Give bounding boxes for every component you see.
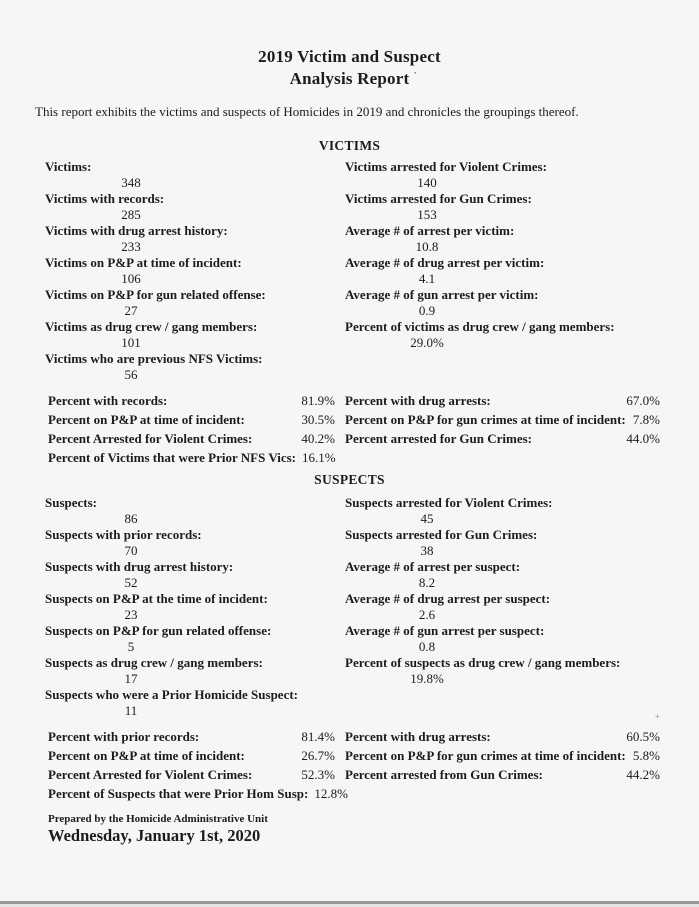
stat-label: Victims on P&P at time of incident: (45, 255, 242, 270)
stat-label: Average # of drug arrest per suspect: (345, 591, 551, 606)
stat-label: Victims with records: (45, 191, 165, 206)
stat-value: 86 (124, 511, 138, 526)
stat-label: Victims with drug arrest history: (45, 223, 228, 238)
stat-label: Average # of arrest per victim: (345, 223, 515, 238)
stat-label: Suspects with drug arrest history: (45, 559, 234, 574)
stat-label: Victims: (45, 159, 92, 174)
percent-value: 81.4% (301, 729, 335, 744)
percent-row (345, 410, 660, 429)
victims-percent-summary (0, 391, 699, 467)
stat-label: Percent of victims as drug crew / gang members: (345, 319, 615, 334)
stat-value: 11 (124, 703, 138, 718)
stat-value: 5 (127, 639, 135, 654)
stat-label: Victims who are previous NFS Victims: (45, 351, 263, 366)
stat-label: Victims arrested for Violent Crimes: (345, 159, 547, 174)
stat-item (345, 319, 695, 351)
stat-label: Average # of gun arrest per victim: (345, 287, 539, 302)
stat-item (345, 287, 695, 319)
stat-label: Suspects with prior records: (45, 527, 202, 542)
percent-value: 12.8% (314, 786, 348, 801)
stat-value: 0.9 (418, 303, 436, 318)
stat-item (45, 527, 337, 559)
stat-value: 4.1 (418, 271, 436, 286)
footer-prepared-by: Prepared by the Homicide Administrative Unit (48, 813, 268, 825)
percent-row (48, 765, 335, 784)
stat-value: 106 (121, 271, 141, 286)
stat-item (45, 191, 337, 223)
percent-value: 44.0% (626, 431, 660, 446)
percent-label: Percent with records: (48, 393, 168, 408)
percent-row (345, 765, 660, 784)
stat-label: Suspects: (45, 495, 98, 510)
stat-item (45, 319, 337, 351)
stat-label: Average # of drug arrest per victim: (345, 255, 545, 270)
stat-item (45, 287, 337, 319)
report-footer (48, 812, 699, 846)
percent-row (48, 410, 335, 429)
stat-label: Average # of gun arrest per suspect: (345, 623, 545, 638)
percent-value: 7.8% (632, 412, 660, 427)
page-title-line1: 2019 Victim and Suspect (258, 47, 441, 66)
section-heading-victims: VICTIMS (318, 138, 381, 153)
stat-value: 52 (124, 575, 138, 590)
percent-value: 81.9% (301, 393, 335, 408)
page-title-line2: Analysis Report (289, 69, 410, 88)
stat-value: 348 (121, 175, 141, 190)
stat-value: 70 (124, 543, 138, 558)
percent-row (48, 784, 348, 803)
percent-row (48, 727, 335, 746)
percent-value: 60.5% (626, 729, 660, 744)
percent-value: 5.8% (632, 748, 660, 763)
stat-item (45, 559, 337, 591)
percent-value: 52.3% (301, 767, 335, 782)
stat-value: 45 (420, 511, 434, 526)
percent-row (48, 448, 335, 467)
stat-value: 29.0% (410, 335, 444, 350)
victims-stats-left-column (45, 159, 337, 383)
scan-artifact-mark: + (655, 712, 660, 721)
victims-stats-right-column (345, 159, 695, 351)
stat-label: Suspects on P&P for gun related offense: (45, 623, 272, 638)
stat-item (345, 495, 695, 527)
stat-value: 140 (417, 175, 437, 190)
percent-label: Percent on P&P at time of incident: (48, 412, 245, 427)
stat-item (45, 223, 337, 255)
stat-label: Suspects arrested for Gun Crimes: (345, 527, 538, 542)
stat-item (345, 255, 695, 287)
victims-percents-left (48, 391, 335, 467)
stat-label: Victims as drug crew / gang members: (45, 319, 258, 334)
stat-item (345, 591, 695, 623)
percent-label: Percent on P&P for gun crimes at time of incident: (345, 412, 626, 427)
stat-value: 2.6 (418, 607, 436, 622)
percent-label: Percent on P&P at time of incident: (48, 748, 245, 763)
percent-value: 26.7% (301, 748, 335, 763)
stat-item (345, 223, 695, 255)
stat-item (345, 159, 695, 191)
stat-value: 17 (124, 671, 138, 686)
percent-label: Percent arrested from Gun Crimes: (345, 767, 543, 782)
suspects-percent-summary (0, 727, 699, 803)
stat-value: 8.2 (418, 575, 436, 590)
stat-item (345, 559, 695, 591)
percent-value: 44.2% (626, 767, 660, 782)
footer-date: Wednesday, January 1st, 2020 (48, 826, 261, 845)
stat-label: Suspects who were a Prior Homicide Suspect: (45, 687, 298, 702)
stat-item (345, 623, 695, 655)
suspects-stats-left-column (45, 495, 337, 719)
percent-row (345, 727, 660, 746)
stat-item (45, 591, 337, 623)
stat-label: Suspects as drug crew / gang members: (45, 655, 263, 670)
stat-label: Suspects on P&P at the time of incident: (45, 591, 268, 606)
page-title (0, 0, 699, 90)
percent-value: 30.5% (301, 412, 335, 427)
percent-row (48, 746, 335, 765)
stat-value: 27 (124, 303, 138, 318)
percent-label: Percent with prior records: (48, 729, 200, 744)
stat-value: 0.8 (418, 639, 436, 654)
scan-artifact-mark: ‵ (414, 71, 417, 83)
stat-item (45, 351, 337, 383)
percent-label: Percent arrested for Gun Crimes: (345, 431, 533, 446)
percent-row (345, 391, 660, 410)
stat-value: 285 (121, 207, 141, 222)
percent-value: 67.0% (626, 393, 660, 408)
percent-row (48, 429, 335, 448)
percent-value: 16.1% (302, 450, 336, 465)
stat-value: 153 (417, 207, 437, 222)
section-heading-suspects: SUSPECTS (314, 472, 385, 487)
stat-item (45, 255, 337, 287)
percent-row (48, 391, 335, 410)
percent-label: Percent Arrested for Violent Crimes: (48, 767, 253, 782)
suspects-percents-left (48, 727, 348, 803)
percent-label: Percent of Victims that were Prior NFS Vics: (48, 450, 297, 465)
percent-row (345, 429, 660, 448)
stat-label: Victims arrested for Gun Crimes: (345, 191, 532, 206)
suspects-stats-right-column (345, 495, 695, 687)
percent-label: Percent of Suspects that were Prior Hom Susp: (48, 786, 309, 801)
stat-item (45, 623, 337, 655)
suspects-stats (0, 495, 699, 719)
stat-value: 19.8% (410, 671, 444, 686)
stat-item (345, 527, 695, 559)
stat-label: Victims on P&P for gun related offense: (45, 287, 266, 302)
stat-item (45, 687, 337, 719)
stat-item (45, 495, 337, 527)
percent-label: Percent Arrested for Violent Crimes: (48, 431, 253, 446)
stat-value: 233 (121, 239, 141, 254)
stat-label: Suspects arrested for Violent Crimes: (345, 495, 553, 510)
stat-item (45, 655, 337, 687)
victims-percents-right (345, 391, 660, 448)
stat-value: 10.8 (415, 239, 439, 254)
stat-value: 56 (124, 367, 138, 382)
percent-label: Percent with drug arrests: (345, 393, 491, 408)
intro-text: This report exhibits the victims and suspects of Homicides in 2019 and chronicles the groupings thereof. (35, 104, 579, 119)
stat-value: 23 (124, 607, 138, 622)
victims-stats (0, 159, 699, 383)
percent-value: 40.2% (301, 431, 335, 446)
stat-item (45, 159, 337, 191)
stat-value: 38 (420, 543, 434, 558)
percent-row (345, 746, 660, 765)
percent-label: Percent on P&P for gun crimes at time of incident: (345, 748, 626, 763)
stat-item (345, 655, 695, 687)
stat-item (345, 191, 695, 223)
stat-label: Percent of suspects as drug crew / gang members: (345, 655, 621, 670)
suspects-percents-right (345, 727, 660, 784)
stat-value: 101 (121, 335, 141, 350)
percent-label: Percent with drug arrests: (345, 729, 491, 744)
stat-label: Average # of arrest per suspect: (345, 559, 521, 574)
